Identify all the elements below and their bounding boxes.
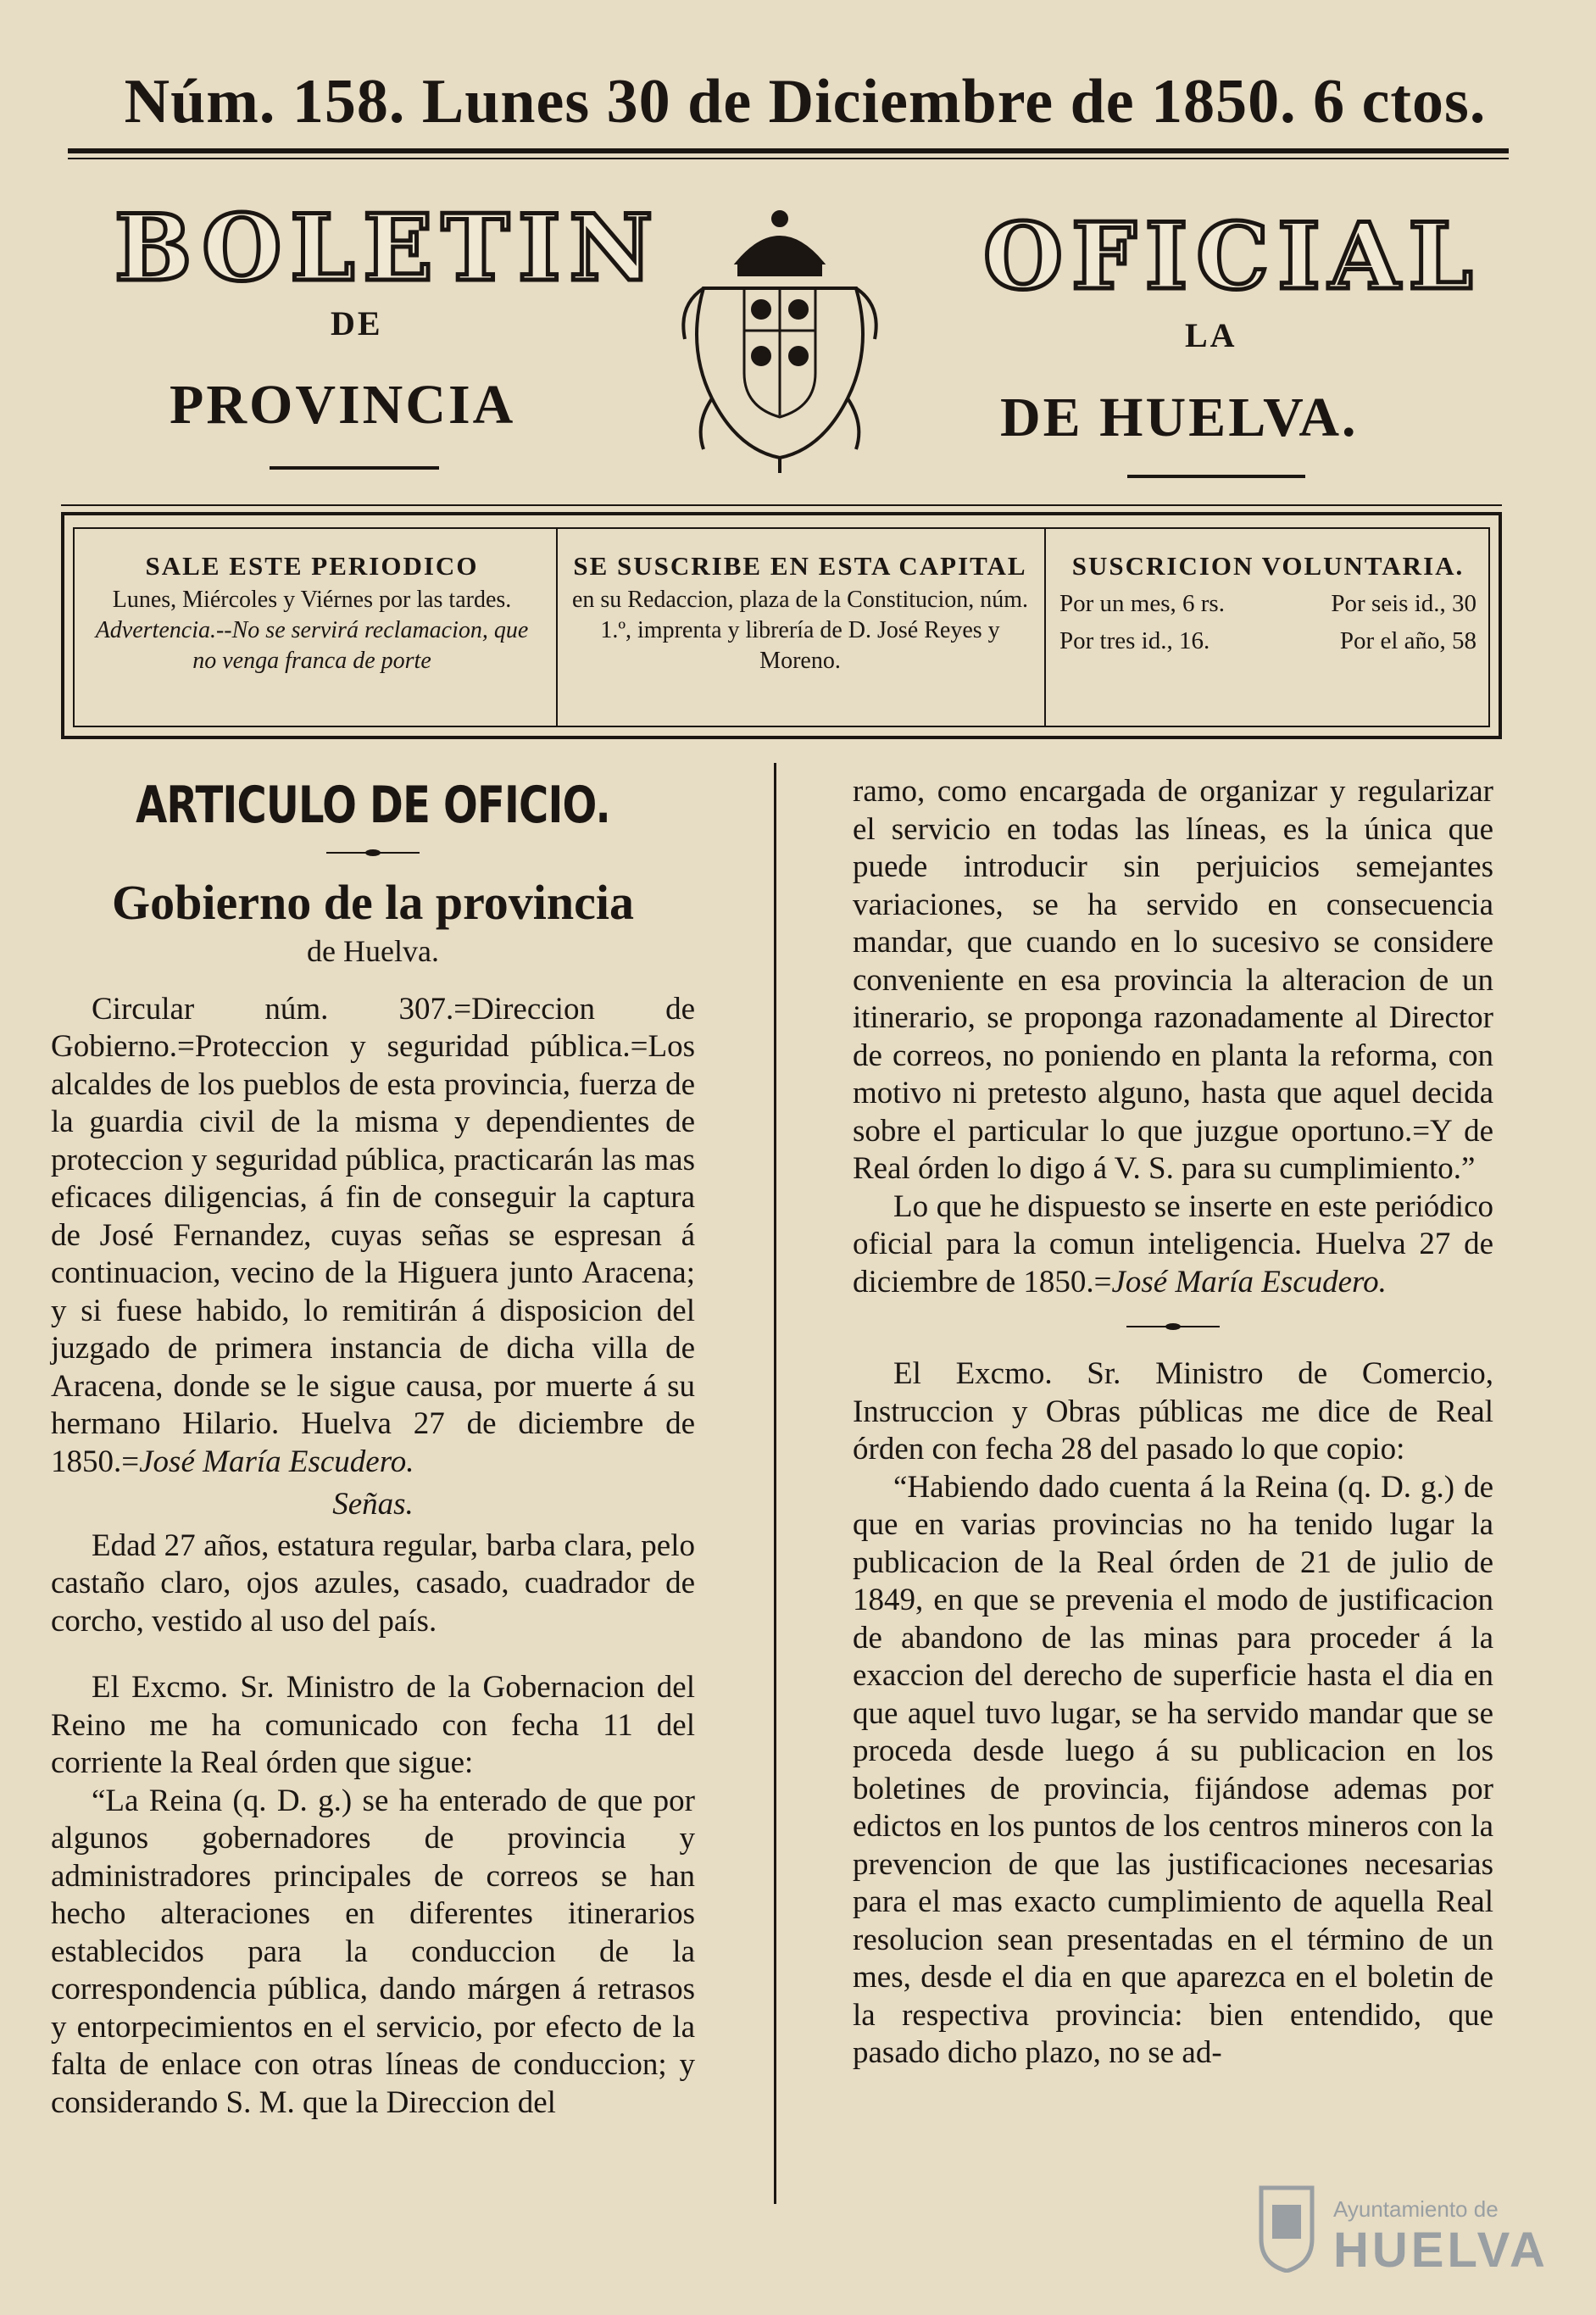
schedule-text: Lunes, Miércoles y Viérnes por las tardes. [112,587,512,613]
right-column [853,773,1493,2073]
watermark-line2: HUELVA [1333,2223,1549,2278]
ornament-divider [1126,1323,1220,1330]
price-three-months: Por tres id., 16. [1059,627,1210,654]
watermark-line1: Ayuntamiento de [1333,2196,1499,2222]
box-column-prices [1048,529,1488,726]
box-divider [1044,529,1046,726]
subscribe-text: en su Redaccion, plaza de la Constitucion, núm. 1.º, imprenta y librería de D. José Reyes y Moreno. [571,587,1029,674]
senas-title: Señas. [332,1487,414,1522]
schedule-note: Advertencia.--No se servirá reclamacion, que no venga franca de porte [95,617,529,674]
price-row [1059,588,1476,619]
article-subheading: de Huelva. [307,934,439,968]
prices-heading: SUSCRICION VOLUNTARIA. [1071,551,1465,581]
signature: José María Escudero. [139,1444,414,1479]
column-rule [774,763,776,2204]
article-heading: Gobierno de la provincia [111,875,635,930]
word-de-huelva: DE HUELVA. [1000,387,1359,448]
box-divider [556,529,558,726]
commerce-paragraph: El Excmo. Sr. Ministro de Comercio, Instruccion y Obras públicas me dice de Real órden con fecha 28 del pasado lo que copio: [853,1356,1493,1466]
ornament-divider [326,849,420,856]
continuation-paragraph: ramo, como encargada de organizar y regularizar el servicio en todas las líneas, es la única que puede introducir sin perjuicios semejantes variaciones, se ha servido en consecuencia mandar, que cuando en lo sucesivo se considere conveniente en esa provincia la alteracion de un itinerario, se proponga razonadamente al Director de correos, no poniendo en planta la reforma, con motivo ni pretesto alguno, hasta que aquel decida sobre el particular lo que juzgue oportuno.=Y de Real órden lo digo á V. S. para su cumplimiento.” [853,774,1493,1186]
title-oficial: OFICIAL [983,203,1482,310]
circular-text: Circular núm. 307.=Direccion de Gobierno.=Proteccion y seguridad pública.=Los alcaldes de los pueblos de esta provincia, fuerza de la guardia civil de la misma y dependientes de proteccion y seguridad pública, practicarán las mas eficaces diligencias, á fin de conseguir la captura de José Fernandez, cuyas señas se espresan á continuacion, vecino de la Higuera junto Aracena; y si fuese habido, lo remitirán á disposicion del juzgado de primera instancia de dicha villa de Aracena, donde se le sigue causa, por muerte á su hermano Hilario. Huelva 27 de diciembre de 1850.= [51,991,695,1479]
price-one-month: Por un mes, 6 rs. [1059,590,1225,617]
header-rule-top-thin [68,158,1509,159]
section-title: ARTICULO DE OFICIO. [136,776,610,835]
left-column [51,763,695,2122]
insert-text: Lo que he dispuesto se inserte en este periódico oficial para la comun inteligencia. Huelva 27 de diciembre de 1850.= [853,1188,1493,1299]
word-la: LA [1185,316,1237,354]
seal-icon [1257,2179,1316,2273]
mines-paragraph: “Habiendo dado cuenta á la Reina (q. D. g.) de que en varias provincias no ha tenido lugar la publicacion de la Real órden de 21 de julio de 1849, en que se prevenia el modo de justificacion de abandono de las minas para proceder á la exaccion del derecho de superficie hasta el dia en que aquel tuvo lugar, se ha servido mandar que se proceda desde luego á su publicacion en los boletines de provincia, fijándose ademas por edictos en los puntos de los centros mineros con la prevencion de que las justificaciones necesarias para el mas exacto cumplimiento de aquella Real resolucion sean presentadas en el término de un mes, desde el dia en que aparezca en el boletin de la respectiva provincia: bien entendido, que pasado dicho plazo, no se ad- [853,1469,1493,2070]
ministry-paragraph: El Excmo. Sr. Ministro de la Gobernacion del Reino me ha comunicado con fecha 11 del corriente la Real órden que sigue: [51,1670,695,1780]
title-boletin: BOLETIN [114,195,662,302]
word-de: DE [331,304,383,342]
price-six-months: Por seis id., 30 [1331,590,1476,617]
title-underline-right [1127,475,1305,478]
box-column-subscribe [559,529,1041,726]
subscribe-heading: SE SUSCRIBE EN ESTA CAPITAL [573,551,1027,581]
senas-paragraph: Edad 27 años, estatura regular, barba clara, pelo castaño claro, ojos azules, casado, cuadrador de corcho, vestido al uso del país. [51,1528,695,1639]
infobox-rule [61,504,1502,506]
price-row [1059,626,1476,656]
circular-paragraph [51,991,695,1482]
insert-paragraph [853,1188,1493,1302]
dateline: Núm. 158. Lunes 30 de Diciembre de 1850. 6 ctos. [124,67,1487,136]
signature: José María Escudero. [1111,1264,1387,1299]
coat-of-arms-icon [678,203,881,475]
price-one-year: Por el año, 58 [1339,627,1476,654]
title-underline-left [270,466,439,470]
box-column-schedule [75,529,549,726]
subscription-box [61,512,1502,739]
royal-order-paragraph: “La Reina (q. D. g.) se ha enterado de que por algunos gobernadores de provincia y administradores principales de correos se han hecho alteraciones en diferentes itinerarios establecidos para la conduccion de la correspondencia pública, dando márgen á retrasos y entorpecimientos en el servicio, por efecto de la falta de enlace con otras líneas de conduccion; y considerando S. M. que la Direccion del [51,1783,695,2120]
archive-watermark [1257,2162,1562,2290]
word-provincia: PROVINCIA [170,374,516,436]
header-rule-top [68,148,1509,153]
schedule-heading: SALE ESTE PERIODICO [145,551,479,581]
